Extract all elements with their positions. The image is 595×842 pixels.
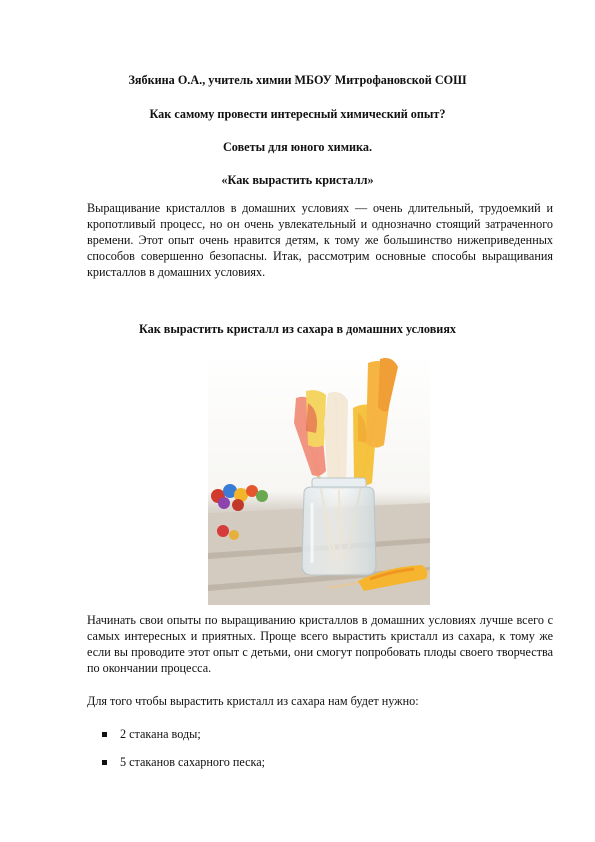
bullet-square-icon <box>102 732 107 737</box>
need-line: Для того чтобы вырастить кристалл из сахара нам будет нужно: <box>87 694 419 708</box>
bullet-square-icon <box>102 760 107 765</box>
paragraph-sugar-crystal: Начинать свои опыты по выращиванию кристаллов в домашних условиях лучше всего с самых интересных и приятных. Проще всего вырастить кристалл из сахара, к тому же если вы проводите этот опыт с детьми, они смогут попробовать плоды своего творчества по окончании процесса. <box>87 613 553 675</box>
document-title: «Как вырастить кристалл» <box>221 173 374 187</box>
intro-paragraph: Выращивание кристаллов в домашних условиях — очень длительный, трудоемкий и кропотливый процесс, но он очень увлекательный и однозначно стоящий затраченного времени. Этот опыт очень нравится детям, к тому же большинство нижеприведенных способов совершенно безопасны. Итак, рассмотрим основные способы выращивания кристаллов в домашних условиях. <box>87 201 553 279</box>
sugar-crystal-sticks-photo <box>208 353 430 605</box>
document-page: Зябкина О.А., учитель химии МБОУ Митрофановской СОШ Как самому провести интересный химический опыт? Советы для юного химика. «Как вырастить кристалл» Выращивание кристаллов в домашних условиях — очень длительный, трудоемкий и кропотливый процесс, но он очень увлекательный и однозначно стоящий затраченного времени. Этот опыт очень нравится детям, к тому же большинство нижеприведенных способов совершенно безопасны. Итак, рассмотрим основные способы выращивания кристаллов в домашних условиях. Как вырастить кристалл из сахара в домашних условиях Начинать свои опыты по выращиванию кристаллов в домашних условиях лучше всего с самых интересных и приятных. Проще всего вырастить кристалл из сахара, к тому же если вы проводите этот опыт с детьми, они смогут попробовать плоды своего творчества по окончании процесса. Для того чтобы вырастить кристалл из сахара нам будет нужно: 2 стакана воды; 5 стаканов сахарного песка; <box>0 0 595 842</box>
question-heading: Как самому провести интересный химический опыт? <box>149 107 446 121</box>
advice-heading: Советы для юного химика. <box>223 140 372 154</box>
section-heading: Как вырастить кристалл из сахара в домашних условиях <box>138 322 457 336</box>
author-line: Зябкина О.А., учитель химии МБОУ Митрофановской СОШ <box>128 73 467 87</box>
